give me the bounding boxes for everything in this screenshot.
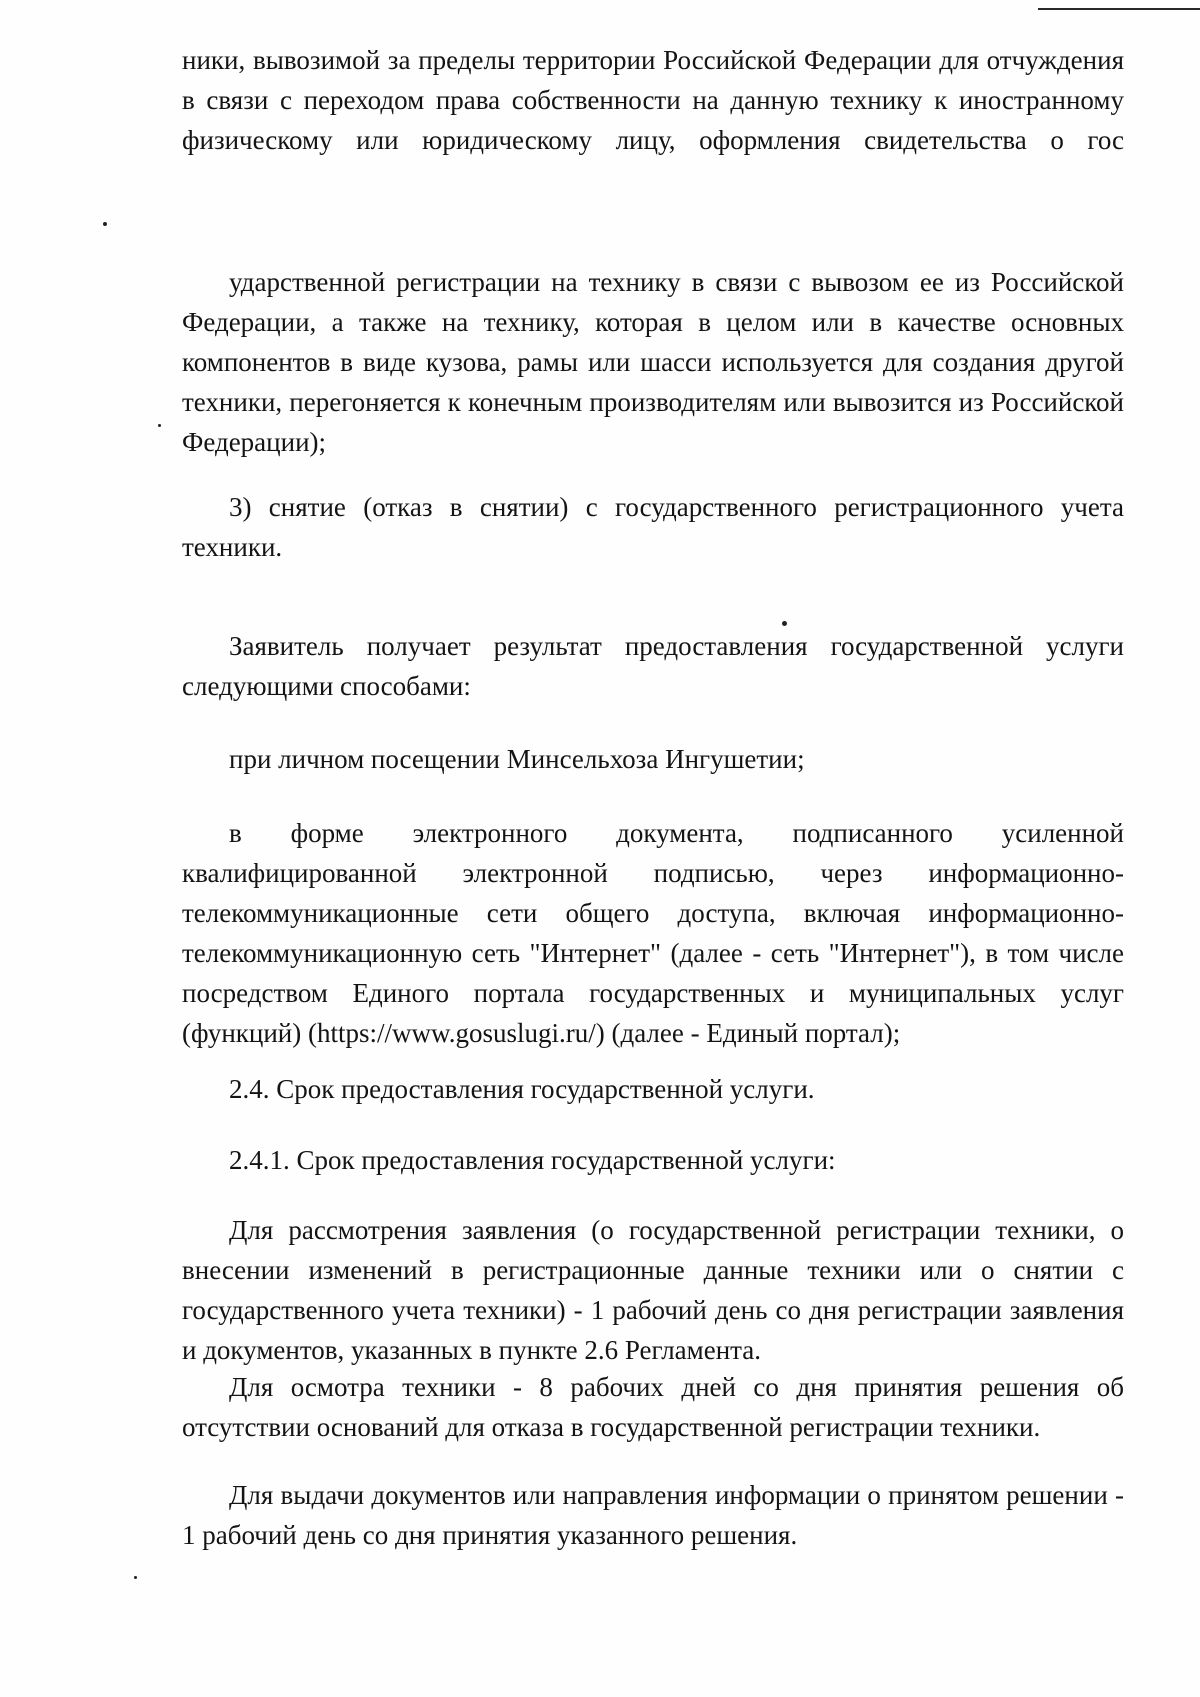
- section-2-4-heading: 2.4. Срок предоставления государственной услуги.: [229, 1074, 815, 1104]
- scan-speck: [782, 621, 787, 626]
- scan-speck: [103, 222, 107, 226]
- paragraph-registration: ударственной регистрации на технику в связи с вывозом ее из Российской Федерации, а также на технику, которая в целом или в качестве основных компонентов в виде кузова, рамы или шасси используется для создания другой техники, перегоняется к конечным производителям или вывозится из Российской Федерации);: [182, 267, 1124, 457]
- header-rule: [1038, 8, 1200, 10]
- paragraph-item-3: 3) снятие (отказ в снятии) с государственного регистрационного учета техники.: [182, 492, 1124, 562]
- paragraph-continuation: ники, вывозимой за пределы территории Российской Федерации для отчуждения в связи с переходом права собственности на данную технику к иностранному физическому или юридическому лицу, оформления свидетельства о гос: [182, 45, 1124, 155]
- paragraph-electronic-form: в форме электронного документа, подписанного усиленной квалифицированной электронной подписью, через информационно-телекоммуникационные сети общего доступа, включая информационно-телекоммуникационную сеть "Интернет" (далее - сеть "Интернет"), в том числе посредством Единого портала государственных и муниципальных услуг (функций) (https://www.gosuslugi.ru/) (далее - Единый портал);: [182, 818, 1124, 1048]
- scan-speck: [134, 1576, 137, 1579]
- section-2-4-1-heading: 2.4.1. Срок предоставления государственной услуги:: [229, 1145, 836, 1175]
- paragraph-inspection-term: Для осмотра техники - 8 рабочих дней со дня принятия решения об отсутствии оснований для отказа в государственной регистрации техники.: [182, 1372, 1124, 1442]
- scan-speck: [158, 424, 161, 427]
- paragraph-personal-visit: при личном посещении Минсельхоза Ингушетии;: [229, 744, 805, 774]
- paragraph-issuance-term: Для выдачи документов или направления информации о принятом решении - 1 рабочий день со дня принятия указанного решения.: [182, 1480, 1124, 1550]
- paragraph-review-term: Для рассмотрения заявления (о государственной регистрации техники, о внесении изменений в регистрационные данные техники или о снятии с государственного учета техники) - 1 рабочий день со дня регистрации заявления и документов, указанных в пункте 2.6 Регламента.: [182, 1215, 1124, 1365]
- paragraph-result-methods: Заявитель получает результат предоставления государственной услуги следующими способами:: [182, 631, 1124, 701]
